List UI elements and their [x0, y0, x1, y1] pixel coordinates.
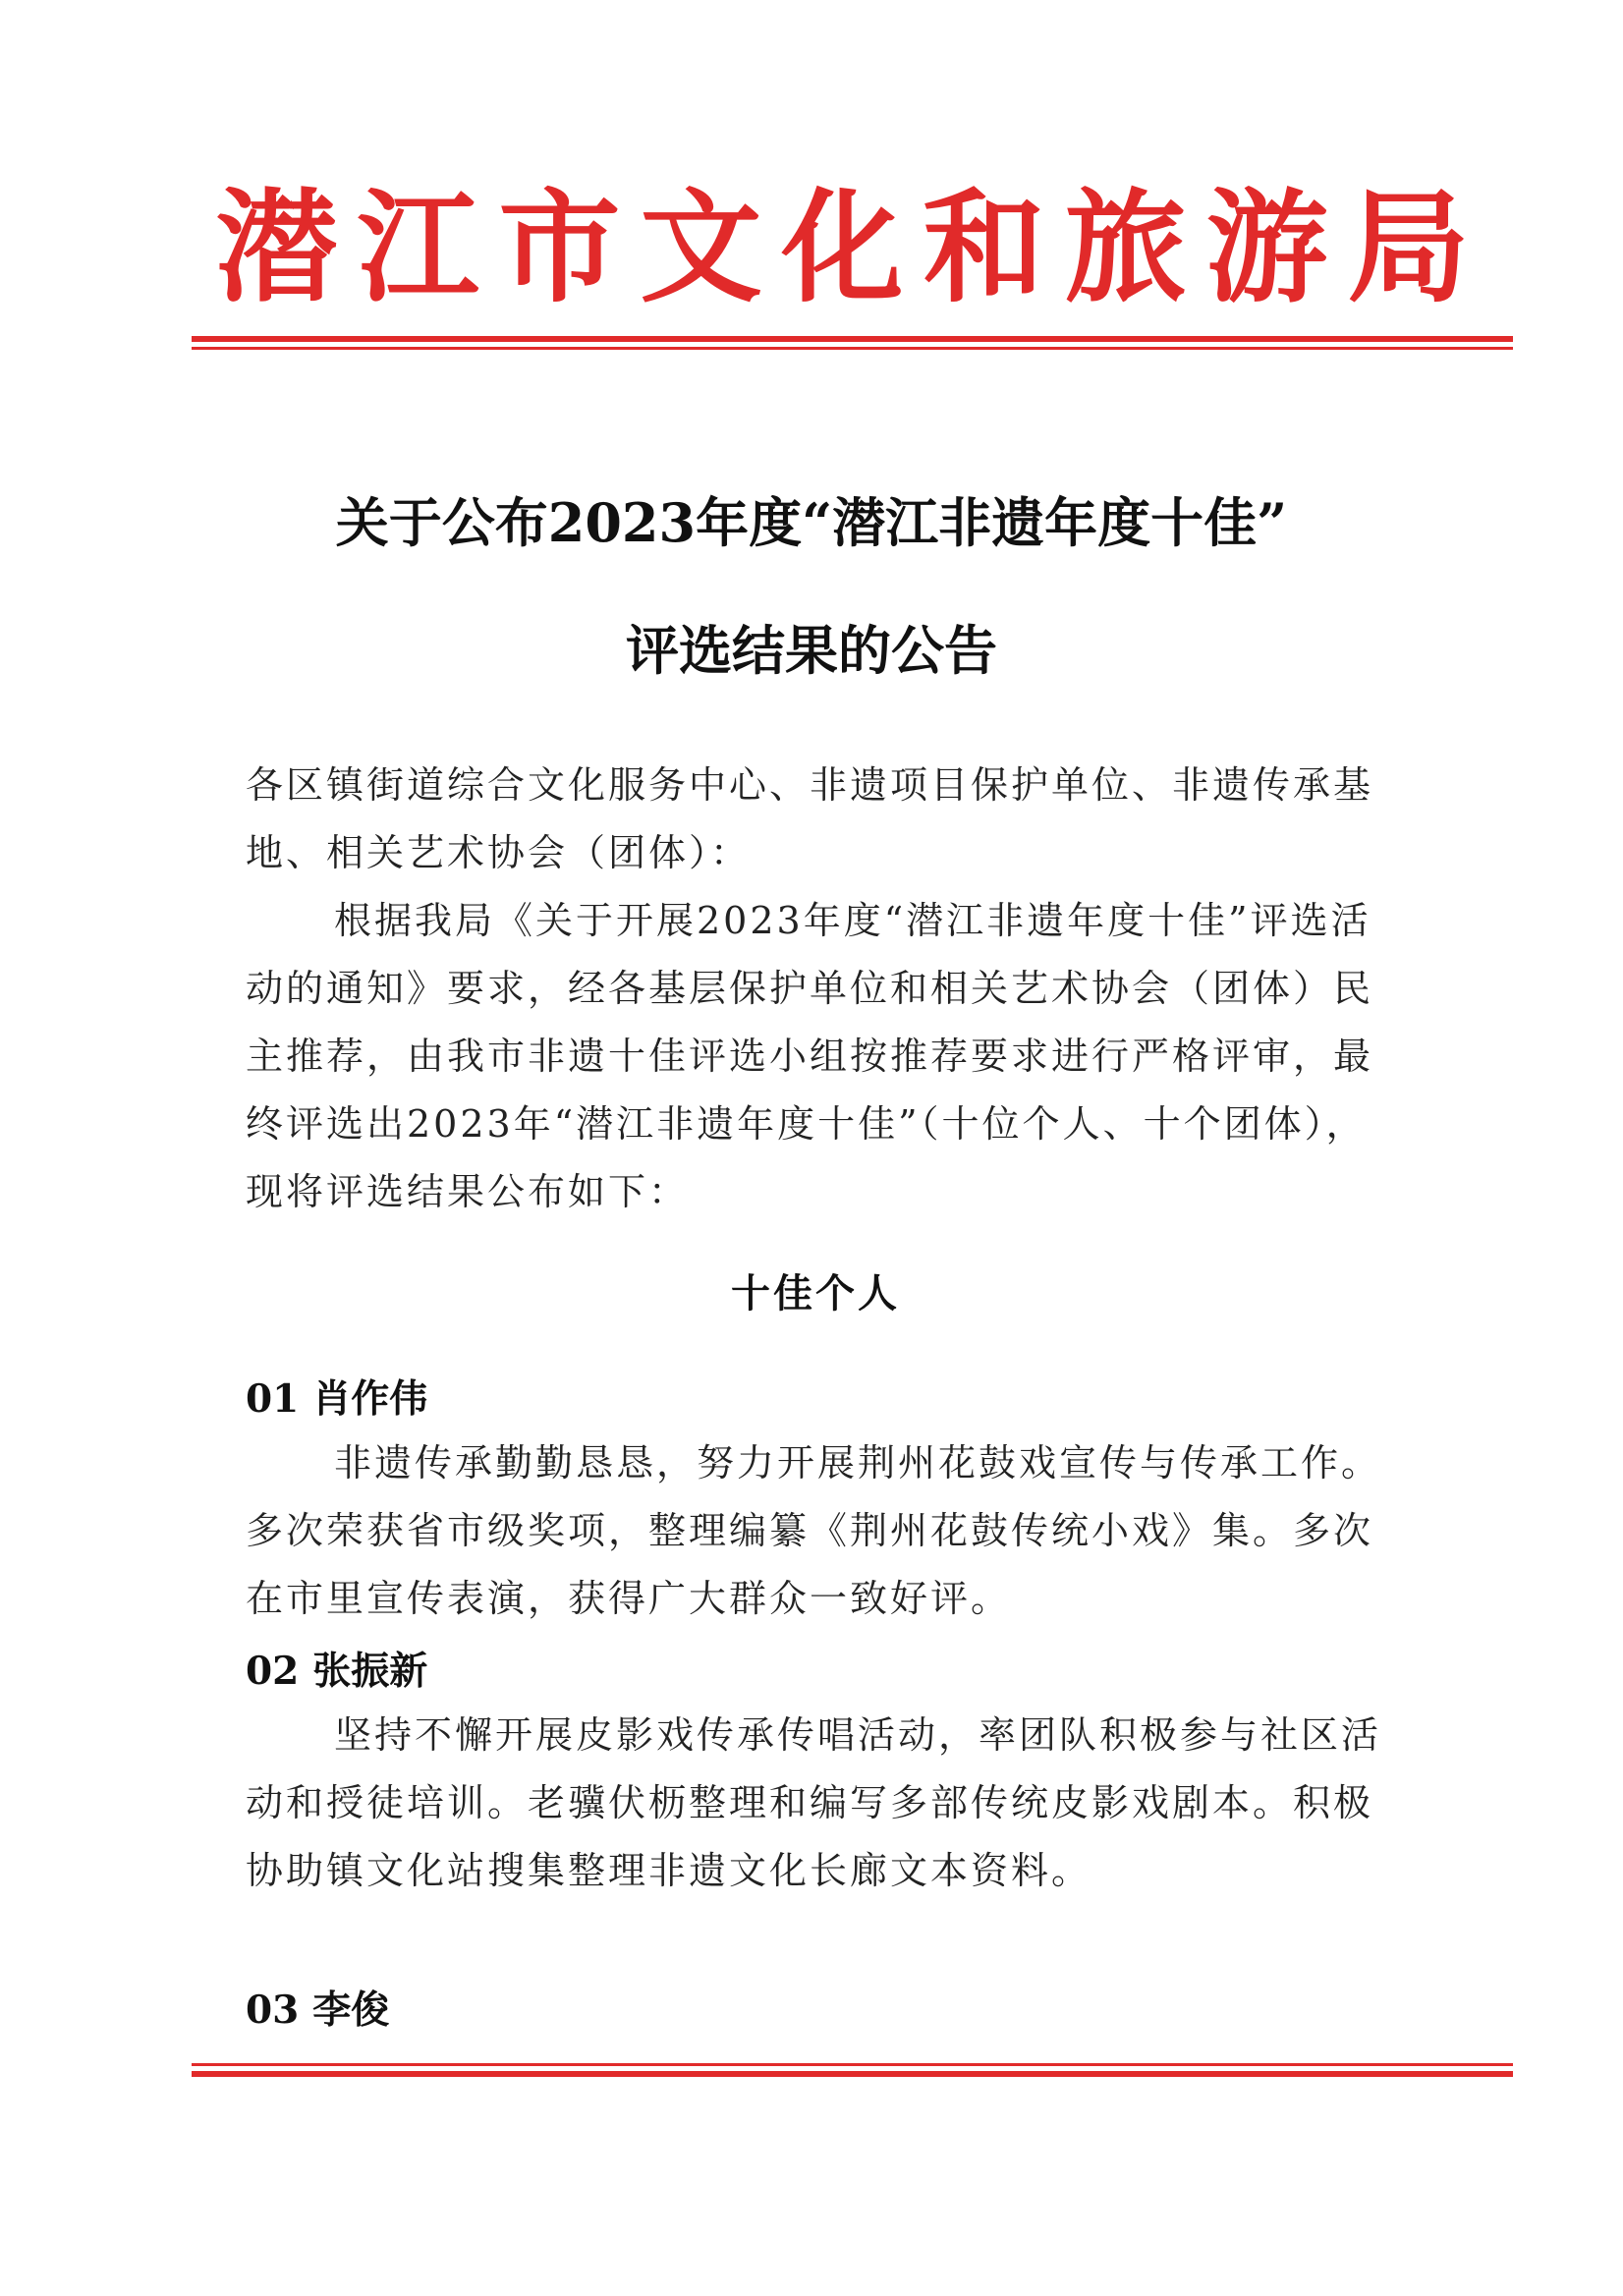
letterhead-org-name: 潜江市文化和旅游局 — [215, 178, 1489, 319]
person-description: 非遗传承勤勤恳恳，努力开展荆州花鼓戏宣传与传承工作。多次荣获省市级奖项，整理编纂《荆州花鼓传统小戏》集。多次在市里宣传表演，获得广大群众一致好评。 — [246, 1441, 1382, 1620]
person-name: 张振新 — [312, 1649, 428, 1694]
person-number: 03 — [246, 1988, 300, 2033]
person-description: 坚持不懈开展皮影戏传承传唱活动，率团队积极参与社区活动和授徒培训。老骥伏枥整理和编写多部传统皮影戏剧本。积极协助镇文化站搜集整理非遗文化长廊文本资料。 — [246, 1713, 1382, 1892]
notice-title-line-2: 评选结果的公告 — [626, 619, 997, 682]
notice-title-line-1: 关于公布2023年度“潜江非遗年度十佳” — [335, 491, 1288, 554]
footer-divider — [192, 2063, 1513, 2077]
person-heading — [246, 1980, 389, 2035]
person-name: 李俊 — [312, 1988, 390, 2033]
person-heading — [246, 1641, 427, 1696]
person-name: 肖作伟 — [312, 1376, 428, 1422]
section-title-top-ten-individuals: 十佳个人 — [731, 1270, 900, 1316]
person-number: 01 — [246, 1376, 300, 1422]
person-number: 02 — [246, 1649, 300, 1694]
person-heading — [246, 1369, 427, 1424]
intro-paragraph: 根据我局《关于开展2023年度“潜江非遗年度十佳”评选活动的通知》要求，经各基层保护单位和相关艺术协会（团体）民主推荐，由我市非遗十佳评选小组按推荐要求进行严格评审，最终评选出2023年“潜江非遗年度十佳”（十位个人、十个团体），现将评选结果公布如下： — [246, 899, 1374, 1213]
recipients-paragraph: 各区镇街道综合文化服务中心、非遗项目保护单位、非遗传承基地、相关艺术协会（团体）： — [246, 763, 1374, 874]
letterhead-divider — [192, 336, 1513, 350]
